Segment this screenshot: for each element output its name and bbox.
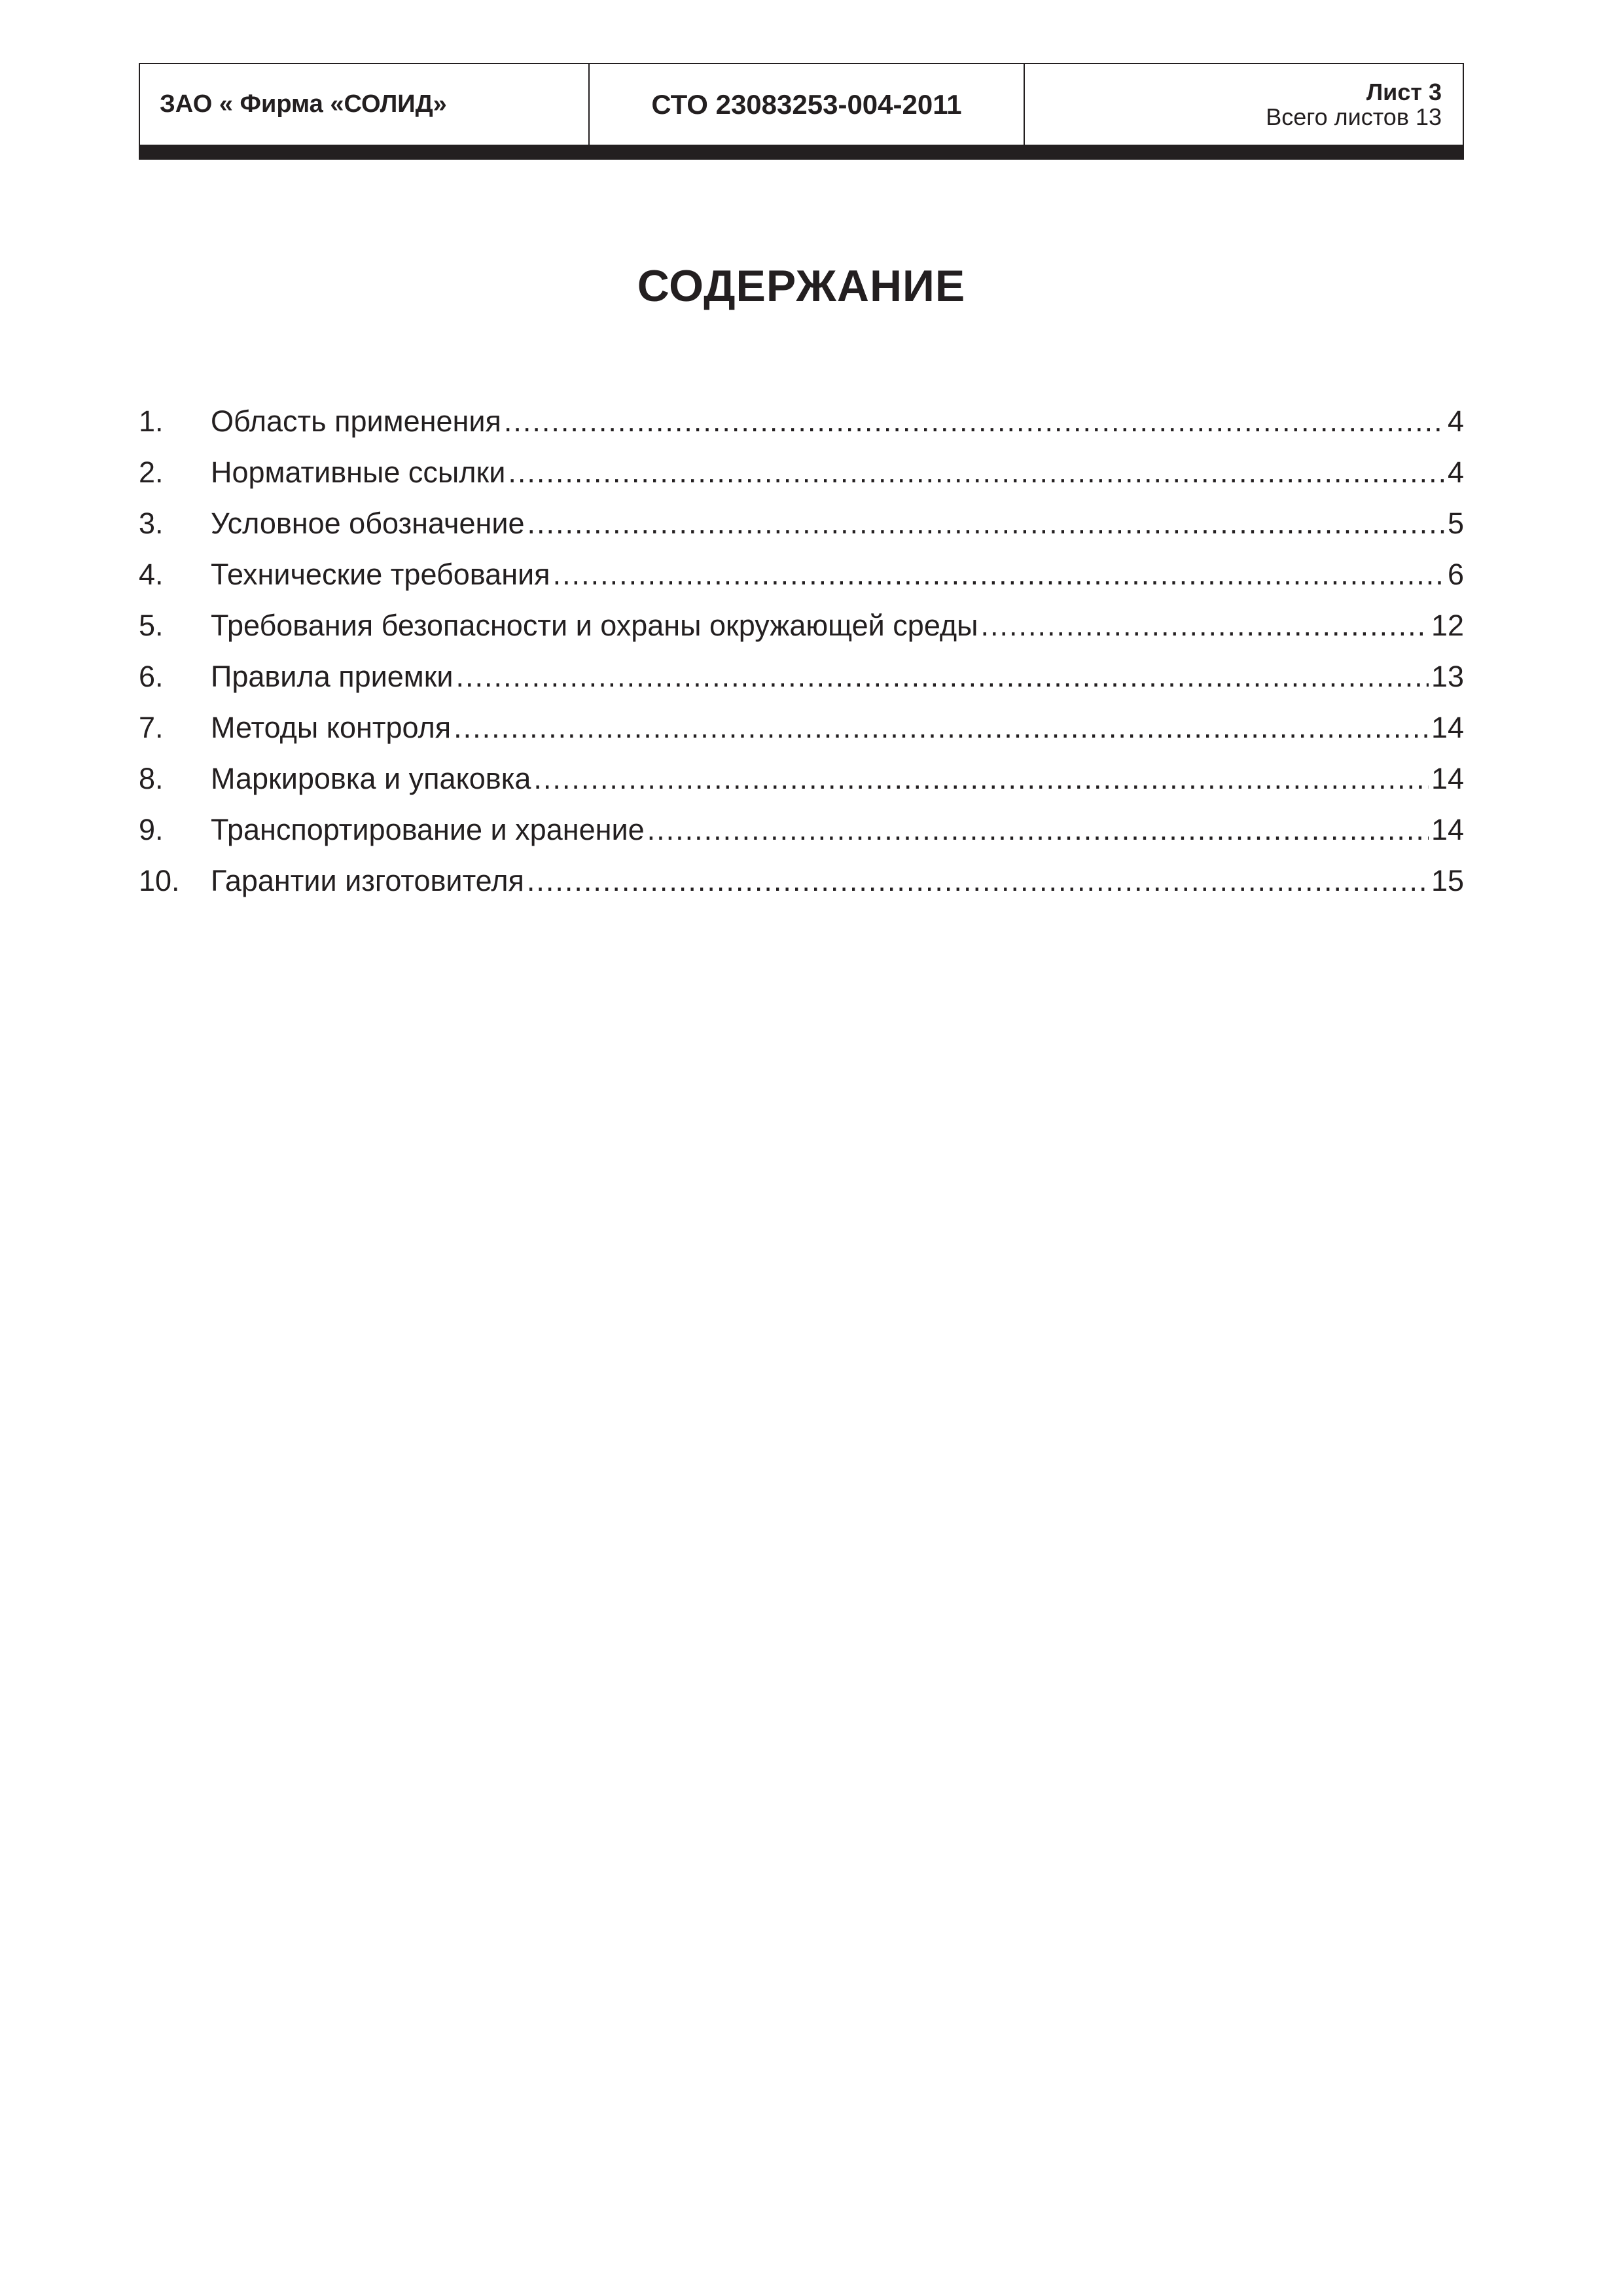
toc-dot-leader bbox=[527, 498, 1445, 549]
toc-item-page: 15 bbox=[1431, 864, 1464, 897]
toc-item-page: 6 bbox=[1447, 558, 1464, 591]
toc-item-number: 2. bbox=[139, 456, 164, 489]
toc-item-title: Маркировка и упаковка bbox=[211, 762, 531, 795]
toc-dot-leader bbox=[980, 600, 1428, 651]
toc-item-title: Требования безопасности и охраны окружающей среды bbox=[211, 609, 978, 642]
toc-item-number: 9. bbox=[139, 813, 164, 846]
toc-item-title: Нормативные ссылки bbox=[211, 456, 506, 489]
toc-dot-leader bbox=[553, 549, 1445, 600]
toc-dot-leader bbox=[456, 651, 1429, 702]
toc-item-page: 14 bbox=[1431, 813, 1464, 846]
toc-item-title: Условное обозначение bbox=[211, 507, 525, 540]
toc-item-page: 4 bbox=[1447, 456, 1464, 489]
header-rule bbox=[139, 145, 1464, 160]
toc-item[interactable] bbox=[139, 396, 1464, 447]
toc-item-page: 14 bbox=[1431, 711, 1464, 744]
toc-dot-leader bbox=[454, 702, 1429, 753]
toc-item[interactable] bbox=[139, 600, 1464, 651]
toc-item-page: 5 bbox=[1447, 507, 1464, 540]
toc-dot-leader bbox=[504, 396, 1445, 447]
toc-item-title: Технические требования bbox=[211, 558, 550, 591]
toc-item-page: 14 bbox=[1431, 762, 1464, 795]
toc-item-title: Транспортирование и хранение bbox=[211, 813, 645, 846]
toc-dot-leader bbox=[647, 804, 1429, 855]
toc-item[interactable] bbox=[139, 855, 1464, 906]
toc-item[interactable] bbox=[139, 804, 1464, 855]
toc-item-title: Область применения bbox=[211, 404, 501, 438]
toc-item[interactable] bbox=[139, 651, 1464, 702]
toc-item-number: 4. bbox=[139, 558, 164, 591]
toc-item[interactable] bbox=[139, 498, 1464, 549]
page-title: СОДЕРЖАНИЕ bbox=[637, 261, 966, 311]
toc-dot-leader bbox=[508, 447, 1445, 498]
document-code: СТО 23083253-004-2011 bbox=[590, 64, 1025, 145]
page-header bbox=[139, 63, 1464, 146]
toc-item-number: 6. bbox=[139, 660, 164, 693]
table-of-contents bbox=[139, 396, 1464, 906]
toc-item-number: 3. bbox=[139, 507, 164, 540]
toc-item-number: 5. bbox=[139, 609, 164, 642]
total-sheets: Всего листов 13 bbox=[1266, 103, 1442, 130]
toc-item[interactable] bbox=[139, 549, 1464, 600]
toc-item[interactable] bbox=[139, 753, 1464, 804]
company-name: ЗАО « Фирма «СОЛИД» bbox=[140, 64, 590, 145]
toc-dot-leader bbox=[527, 855, 1429, 906]
toc-item-page: 13 bbox=[1431, 660, 1464, 693]
toc-item-page: 4 bbox=[1447, 404, 1464, 438]
toc-item-number: 8. bbox=[139, 762, 164, 795]
toc-dot-leader bbox=[533, 753, 1429, 804]
toc-item-title: Методы контроля bbox=[211, 711, 452, 744]
toc-item-page: 12 bbox=[1431, 609, 1464, 642]
toc-item[interactable] bbox=[139, 447, 1464, 498]
toc-item-title: Гарантии изготовителя bbox=[211, 864, 524, 897]
toc-item[interactable] bbox=[139, 702, 1464, 753]
toc-item-title: Правила приемки bbox=[211, 660, 454, 693]
toc-item-number: 1. bbox=[139, 404, 164, 438]
toc-item-number: 10. bbox=[139, 864, 180, 897]
sheet-number: Лист 3 bbox=[1366, 78, 1442, 105]
sheet-info bbox=[1025, 64, 1463, 145]
toc-item-number: 7. bbox=[139, 711, 164, 744]
